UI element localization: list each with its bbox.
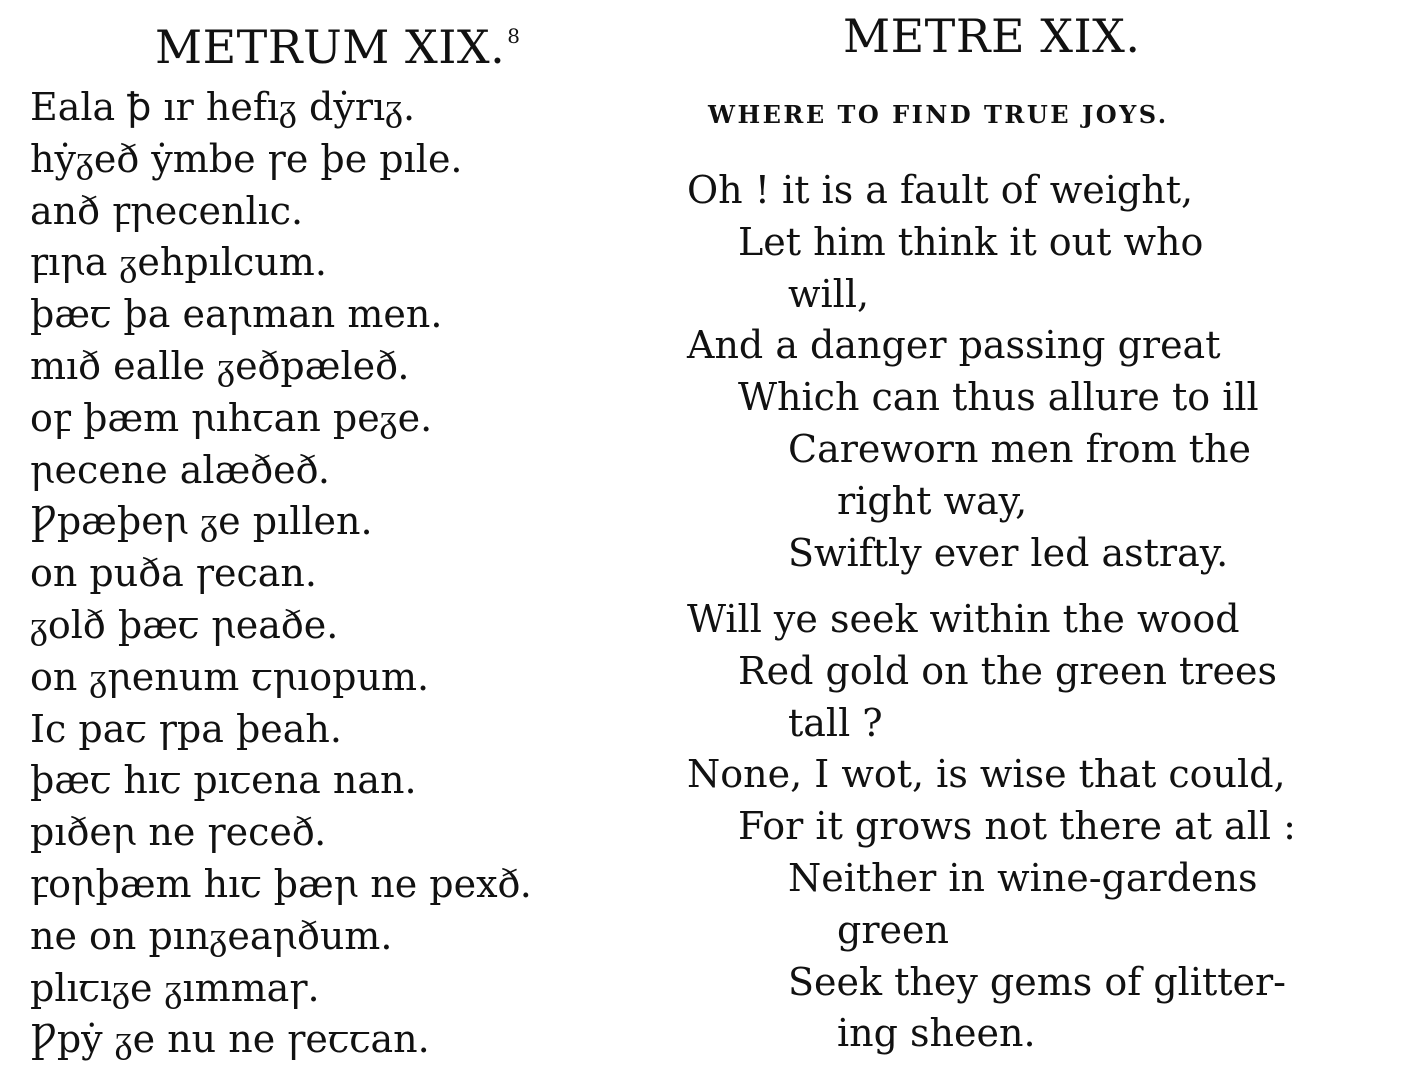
verse-line: anð ꝼꞃecenlıc. [30, 188, 304, 233]
verse-line: þæꞇ hıꞇ pıꞇena nan. [30, 758, 417, 803]
verse-line: Eala ꝥ ır hefıᵹ dẏrıᵹ. [30, 85, 416, 129]
verse-line: green [837, 907, 949, 952]
verse-line: Ƿpẏ ᵹe nu ne ꞅeꞇꞇan. [30, 1017, 430, 1062]
verse-line: will, [788, 271, 870, 316]
verse-line: pıðeꞃ ne ꞅeceð. [30, 810, 327, 855]
verse-line: ꝼıꞃa ᵹehpılcum. [30, 240, 327, 285]
stanza-one [683, 165, 1259, 579]
verse-line: Will ye seek within the wood [687, 597, 1240, 641]
verse-line: Red gold on the green trees [738, 648, 1277, 693]
verse-line: plıꞇıᵹe ᵹımmaꞅ. [30, 965, 320, 1010]
verse-line: Ic paꞇ ꞅpa þeah. [30, 706, 342, 751]
verse-line: Swiftly ever led astray. [788, 530, 1229, 575]
verse-line: ne on pınᵹeaꞃðum. [30, 913, 393, 958]
verse-line: þæꞇ þa eaꞃman men. [30, 292, 443, 337]
verse-line: on puða ꞅecan. [30, 551, 317, 596]
metre-heading: METRE XIX. [843, 9, 1141, 63]
verse-line: oꝼ þæm ꞃıhꞇan peᵹe. [30, 395, 433, 440]
verse-line: Careworn men from the [788, 426, 1252, 471]
verse-line: hẏᵹeð ẏmbe ꞅe þe pıle. [30, 136, 463, 181]
verse-line: Which can thus allure to ill [738, 375, 1259, 420]
stanza-two [683, 594, 1296, 1060]
verse-line: tall ? [788, 700, 883, 745]
footnote-mark: 8 [507, 24, 521, 48]
verse-line: For it grows not there at all : [738, 804, 1296, 849]
verse-line: Seek they gems of glitter- [788, 959, 1287, 1004]
verse-line: mıð ealle ᵹeðpæleð. [30, 343, 410, 388]
verse-line: ing sheen. [837, 1011, 1036, 1056]
old-english-verse [30, 82, 532, 1066]
latin-heading-text: METRUM XIX. [155, 20, 506, 74]
verse-line: ꝼoꞃþæm hıꞇ þæꞃ ne pexð. [30, 861, 532, 906]
verse-line: Ƿpæþeꞃ ᵹe pıllen. [30, 499, 373, 544]
verse-line: None, I wot, is wise that could, [687, 752, 1286, 797]
verse-line: Neither in wine-gardens [788, 855, 1258, 900]
verse-line: And a danger passing great [687, 323, 1221, 368]
poem-subtitle: WHERE TO FIND TRUE JOYS. [708, 100, 1169, 129]
latin-heading [155, 8, 521, 75]
verse-line: on ᵹꞃenum ꞇꞃıopum. [30, 654, 430, 699]
verse-line: ꞃecene alæðeð. [30, 447, 330, 492]
verse-line: Let him think it out who [738, 219, 1204, 264]
verse-line: ᵹolð þæꞇ ꞃeaðe. [30, 602, 339, 647]
verse-line: Oh ! it is a fault of weight, [687, 168, 1194, 212]
verse-line: right way, [837, 478, 1028, 523]
